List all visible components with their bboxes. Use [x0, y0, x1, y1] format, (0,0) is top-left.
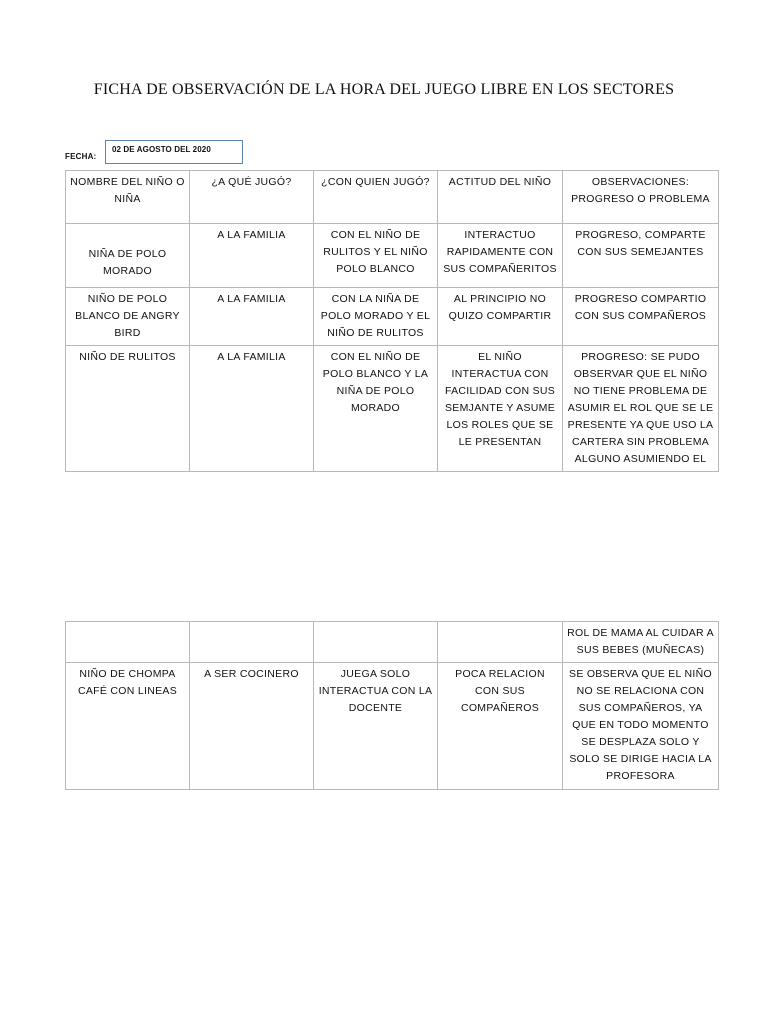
fecha-label: FECHA: [65, 152, 97, 161]
table-cell: POCA RELACION CON SUS COMPAÑEROS [438, 663, 563, 790]
table-cell [314, 622, 438, 663]
table-cell [66, 622, 190, 663]
header-cell-actitud: ACTITUD DEL NIÑO [438, 171, 563, 224]
header-cell-con-quien: ¿CON QUIEN JUGÓ? [314, 171, 438, 224]
table-cell: PROGRESO COMPARTIO CON SUS COMPAÑEROS [563, 288, 719, 346]
table-cell: PROGRESO, COMPARTE CON SUS SEMEJANTES [563, 224, 719, 288]
table-row [66, 224, 719, 288]
table-cell: CON EL NIÑO DE POLO BLANCO Y LA NIÑA DE POLO MORADO [314, 346, 438, 472]
table-cell: JUEGA SOLO INTERACTUA CON LA DOCENTE [314, 663, 438, 790]
observation-table [65, 170, 719, 472]
table-cell: INTERACTUO RAPIDAMENTE CON SUS COMPAÑERITOS [438, 224, 563, 288]
table-cell [438, 622, 563, 663]
header-cell-que-jugo: ¿A QUÉ JUGÓ? [190, 171, 314, 224]
table-row [66, 346, 719, 472]
table-cell: EL NIÑO INTERACTUA CON FACILIDAD CON SUS SEMJANTE Y ASUME LOS ROLES QUE SE LE PRESENTAN [438, 346, 563, 472]
table-cell: CON EL NIÑO DE RULITOS Y EL NIÑO POLO BLANCO [314, 224, 438, 288]
observation-table-continuation [65, 621, 719, 790]
table-row [66, 288, 719, 346]
header-cell-observaciones: OBSERVACIONES: PROGRESO O PROBLEMA [563, 171, 719, 224]
table-row [66, 663, 719, 790]
table-cell: A LA FAMILIA [190, 346, 314, 472]
header-cell-nombre: NOMBRE DEL NIÑO O NIÑA [66, 171, 190, 224]
table-cell: ROL DE MAMA AL CUIDAR A SUS BEBES (MUÑECAS) [563, 622, 719, 663]
table-cell: NIÑO DE CHOMPA CAFÉ CON LINEAS [66, 663, 190, 790]
document-title: FICHA DE OBSERVACIÓN DE LA HORA DEL JUEGO LIBRE EN LOS SECTORES [93, 81, 675, 98]
fecha-field[interactable]: 02 DE AGOSTO DEL 2020 [105, 140, 243, 164]
table-cell: PROGRESO: SE PUDO OBSERVAR QUE EL NIÑO NO TIENE PROBLEMA DE ASUMIR EL ROL QUE SE LE PRESENTE YA QUE USO LA CARTERA SIN PROBLEMA ALGUNO ASUMIENDO EL [563, 346, 719, 472]
table-cell: SE OBSERVA QUE EL NIÑO NO SE RELACIONA CON SUS COMPAÑEROS, YA QUE EN TODO MOMENTO SE DESPLAZA SOLO Y SOLO SE DIRIGE HACIA LA PROFESORA [563, 663, 719, 790]
table-cell: A SER COCINERO [190, 663, 314, 790]
table-cell: NIÑO DE RULITOS [66, 346, 190, 472]
table-cell [190, 622, 314, 663]
table-cell: NIÑO DE POLO BLANCO DE ANGRY BIRD [66, 288, 190, 346]
table-cell: AL PRINCIPIO NO QUIZO COMPARTIR [438, 288, 563, 346]
table-cell: NIÑA DE POLO MORADO [66, 224, 190, 288]
table-header-row [66, 171, 719, 224]
table-cell: A LA FAMILIA [190, 288, 314, 346]
table-cell: A LA FAMILIA [190, 224, 314, 288]
table-cell: CON LA NIÑA DE POLO MORADO Y EL NIÑO DE RULITOS [314, 288, 438, 346]
table-row [66, 622, 719, 663]
